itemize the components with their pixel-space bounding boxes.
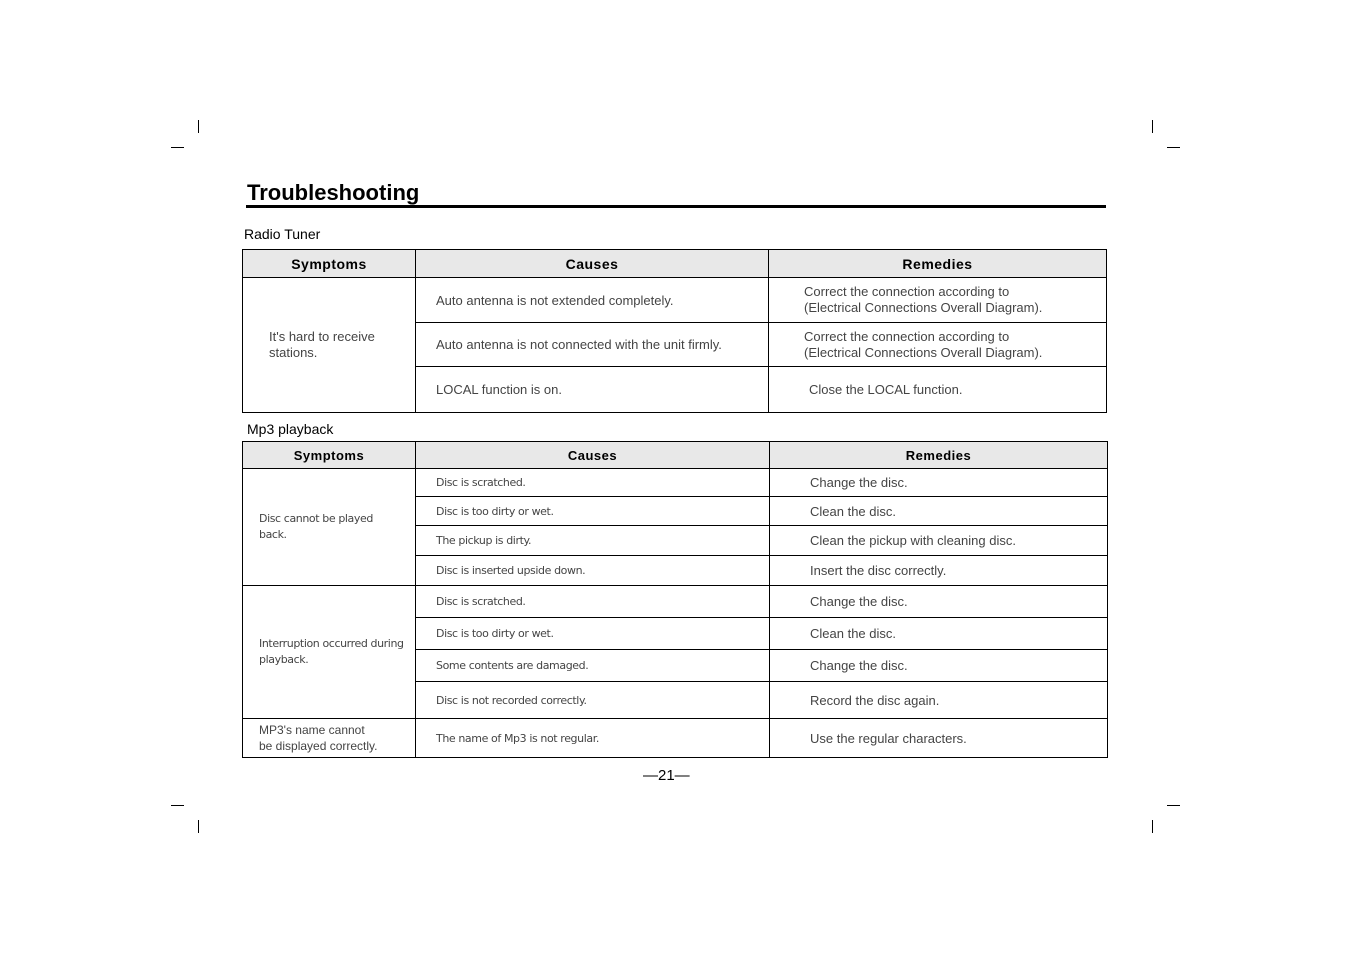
remedies-header: Remedies — [769, 250, 1107, 278]
cause-cell: Disc is inserted upside down. — [416, 556, 770, 586]
causes-header: Causes — [416, 442, 770, 469]
cause-cell: Some contents are damaged. — [416, 650, 770, 682]
radio-section-label: Radio Tuner — [244, 226, 321, 242]
crop-mark — [198, 820, 199, 833]
crop-mark — [171, 147, 184, 148]
causes-header: Causes — [416, 250, 769, 278]
remedy-cell: Change the disc. — [770, 469, 1108, 497]
radio-troubleshooting-table — [242, 249, 1107, 413]
symptom-cell: Interruption occurred during playback. — [243, 586, 416, 719]
cause-cell: Disc is too dirty or wet. — [416, 497, 770, 526]
crop-mark — [1167, 805, 1180, 806]
symptom-cell: Disc cannot be played back. — [243, 469, 416, 586]
remedy-cell: Close the LOCAL function. — [769, 367, 1107, 413]
symptom-cell: MP3's name cannot be displayed correctly. — [243, 719, 416, 758]
cause-cell: Disc is scratched. — [416, 586, 770, 618]
remedy-cell: Record the disc again. — [770, 682, 1108, 719]
page-title: Troubleshooting — [247, 180, 420, 205]
table-row — [243, 469, 1108, 497]
remedy-cell: Use the regular characters. — [770, 719, 1108, 758]
table-header-row — [243, 250, 1107, 278]
remedy-cell: Correct the connection according to (Electrical Connections Overall Diagram). — [769, 278, 1107, 323]
table-row — [243, 278, 1107, 323]
cause-cell: Auto antenna is not connected with the unit firmly. — [416, 323, 769, 367]
title-underline — [246, 205, 1106, 208]
symptom-cell: It's hard to receive stations. — [243, 278, 416, 413]
crop-mark — [171, 805, 184, 806]
cause-cell: LOCAL function is on. — [416, 367, 769, 413]
remedy-cell: Insert the disc correctly. — [770, 556, 1108, 586]
cause-cell: Disc is too dirty or wet. — [416, 618, 770, 650]
page-number: —21— — [643, 767, 690, 784]
cause-cell: Disc is scratched. — [416, 469, 770, 497]
table-header-row — [243, 442, 1108, 469]
mp3-troubleshooting-table — [242, 441, 1108, 758]
remedies-header: Remedies — [770, 442, 1108, 469]
remedy-cell: Change the disc. — [770, 586, 1108, 618]
cause-cell: Disc is not recorded correctly. — [416, 682, 770, 719]
cause-cell: Auto antenna is not extended completely. — [416, 278, 769, 323]
symptoms-header: Symptoms — [243, 250, 416, 278]
crop-mark — [1152, 820, 1153, 833]
remedy-cell: Clean the pickup with cleaning disc. — [770, 526, 1108, 556]
remedy-cell: Change the disc. — [770, 650, 1108, 682]
crop-mark — [1167, 147, 1180, 148]
symptoms-header: Symptoms — [243, 442, 416, 469]
remedy-cell: Correct the connection according to (Electrical Connections Overall Diagram). — [769, 323, 1107, 367]
remedy-cell: Clean the disc. — [770, 618, 1108, 650]
mp3-section-label: Mp3 playback — [247, 421, 334, 437]
table-row — [243, 719, 1108, 758]
table-row — [243, 586, 1108, 618]
crop-mark — [1152, 120, 1153, 133]
cause-cell: The pickup is dirty. — [416, 526, 770, 556]
crop-mark — [198, 120, 199, 133]
remedy-cell: Clean the disc. — [770, 497, 1108, 526]
cause-cell: The name of Mp3 is not regular. — [416, 719, 770, 758]
